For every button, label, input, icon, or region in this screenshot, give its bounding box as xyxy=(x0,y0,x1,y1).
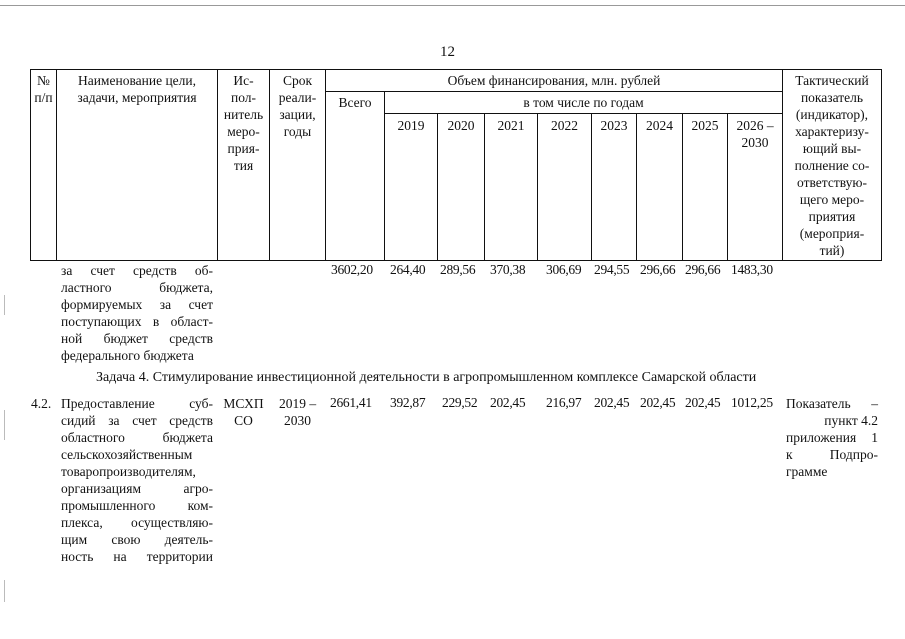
header-cell-year xyxy=(537,113,592,261)
header-cell-year xyxy=(591,113,637,261)
scan-margin-mark xyxy=(4,410,5,440)
header-total: Всего xyxy=(338,95,372,110)
header-cell-year xyxy=(384,113,438,261)
header-year: 2019 xyxy=(397,118,425,133)
row-name: за счет средств об- ластного бюджета, формируемых за счет поступающих в област- ной бюджет средств федерального бюджета xyxy=(61,263,213,363)
row-value: 202,45 xyxy=(640,395,676,410)
row-value: 306,69 xyxy=(546,262,582,277)
row-total: 3602,20 xyxy=(331,262,373,277)
header-cell-year xyxy=(437,113,485,261)
row-value: 1483,30 xyxy=(731,262,773,277)
row-value: 392,87 xyxy=(390,395,426,410)
header-term: Срок реали- зации, годы xyxy=(278,73,317,139)
row-name: Предоставление суб- сидий за счет средств областного бюджета сельскохозяйственным товаропроизводителям, организациям агро- промышленного ком- плекса, осуществляю- щим свою деятель- ность на территории xyxy=(61,396,213,564)
row-term: 2019 – 2030 xyxy=(278,396,317,428)
row-value: 296,66 xyxy=(685,262,721,277)
row-value: 202,45 xyxy=(594,395,630,410)
row-value: 370,38 xyxy=(490,262,526,277)
scan-top-edge xyxy=(0,5,905,6)
header-no: № п/п xyxy=(34,73,53,105)
header-cell-total xyxy=(325,91,385,261)
header-year: 2022 xyxy=(551,118,578,133)
row-value: 294,55 xyxy=(594,262,630,277)
row-value: 202,45 xyxy=(685,395,721,410)
task-heading: Задача 4. Стимулирование инвестиционной деятельности в агропромышленном комплексе Самарской области xyxy=(96,370,757,385)
header-year: 2020 xyxy=(447,118,475,133)
row-value: 296,66 xyxy=(640,262,676,277)
header-cell-year xyxy=(484,113,538,261)
page-number: 12 xyxy=(440,44,455,60)
row-number: 4.2. xyxy=(31,396,52,411)
header-year: 2023 xyxy=(600,118,628,133)
row-value: 202,45 xyxy=(490,395,526,410)
header-by-years: в том числе по годам xyxy=(523,95,644,110)
row-total: 2661,41 xyxy=(330,395,372,410)
header-cell-year xyxy=(636,113,683,261)
header-year: 2025 xyxy=(691,118,719,133)
row-executor: МСХП СО xyxy=(223,396,264,428)
row-value: 264,40 xyxy=(390,262,426,277)
header-year: 2024 xyxy=(646,118,673,133)
row-value: 216,97 xyxy=(546,395,582,410)
row-indicator: Показатель – пункт 4.2 приложения 1 к Подпро- грамме xyxy=(786,396,878,479)
header-executor: Ис- пол- нитель меро- прия- тия xyxy=(223,73,264,173)
header-indicator: Тактический показатель (индикатор), характеризу- ющий вы- полнение со- ответствую- щего меро- приятия (мероприя- тий) xyxy=(794,73,870,258)
header-financing: Объем финансирования, млн. рублей xyxy=(447,73,661,88)
row-value: 1012,25 xyxy=(731,395,773,410)
scan-margin-mark xyxy=(4,580,5,602)
header-year: 2026 – 2030 xyxy=(736,118,774,150)
header-cell-year xyxy=(682,113,728,261)
header-year: 2021 xyxy=(497,118,525,133)
row-value: 229,52 xyxy=(442,395,478,410)
scan-margin-mark xyxy=(4,295,5,315)
row-value: 289,56 xyxy=(440,262,476,277)
header-name: Наименование цели, задачи, мероприятия xyxy=(77,73,197,105)
